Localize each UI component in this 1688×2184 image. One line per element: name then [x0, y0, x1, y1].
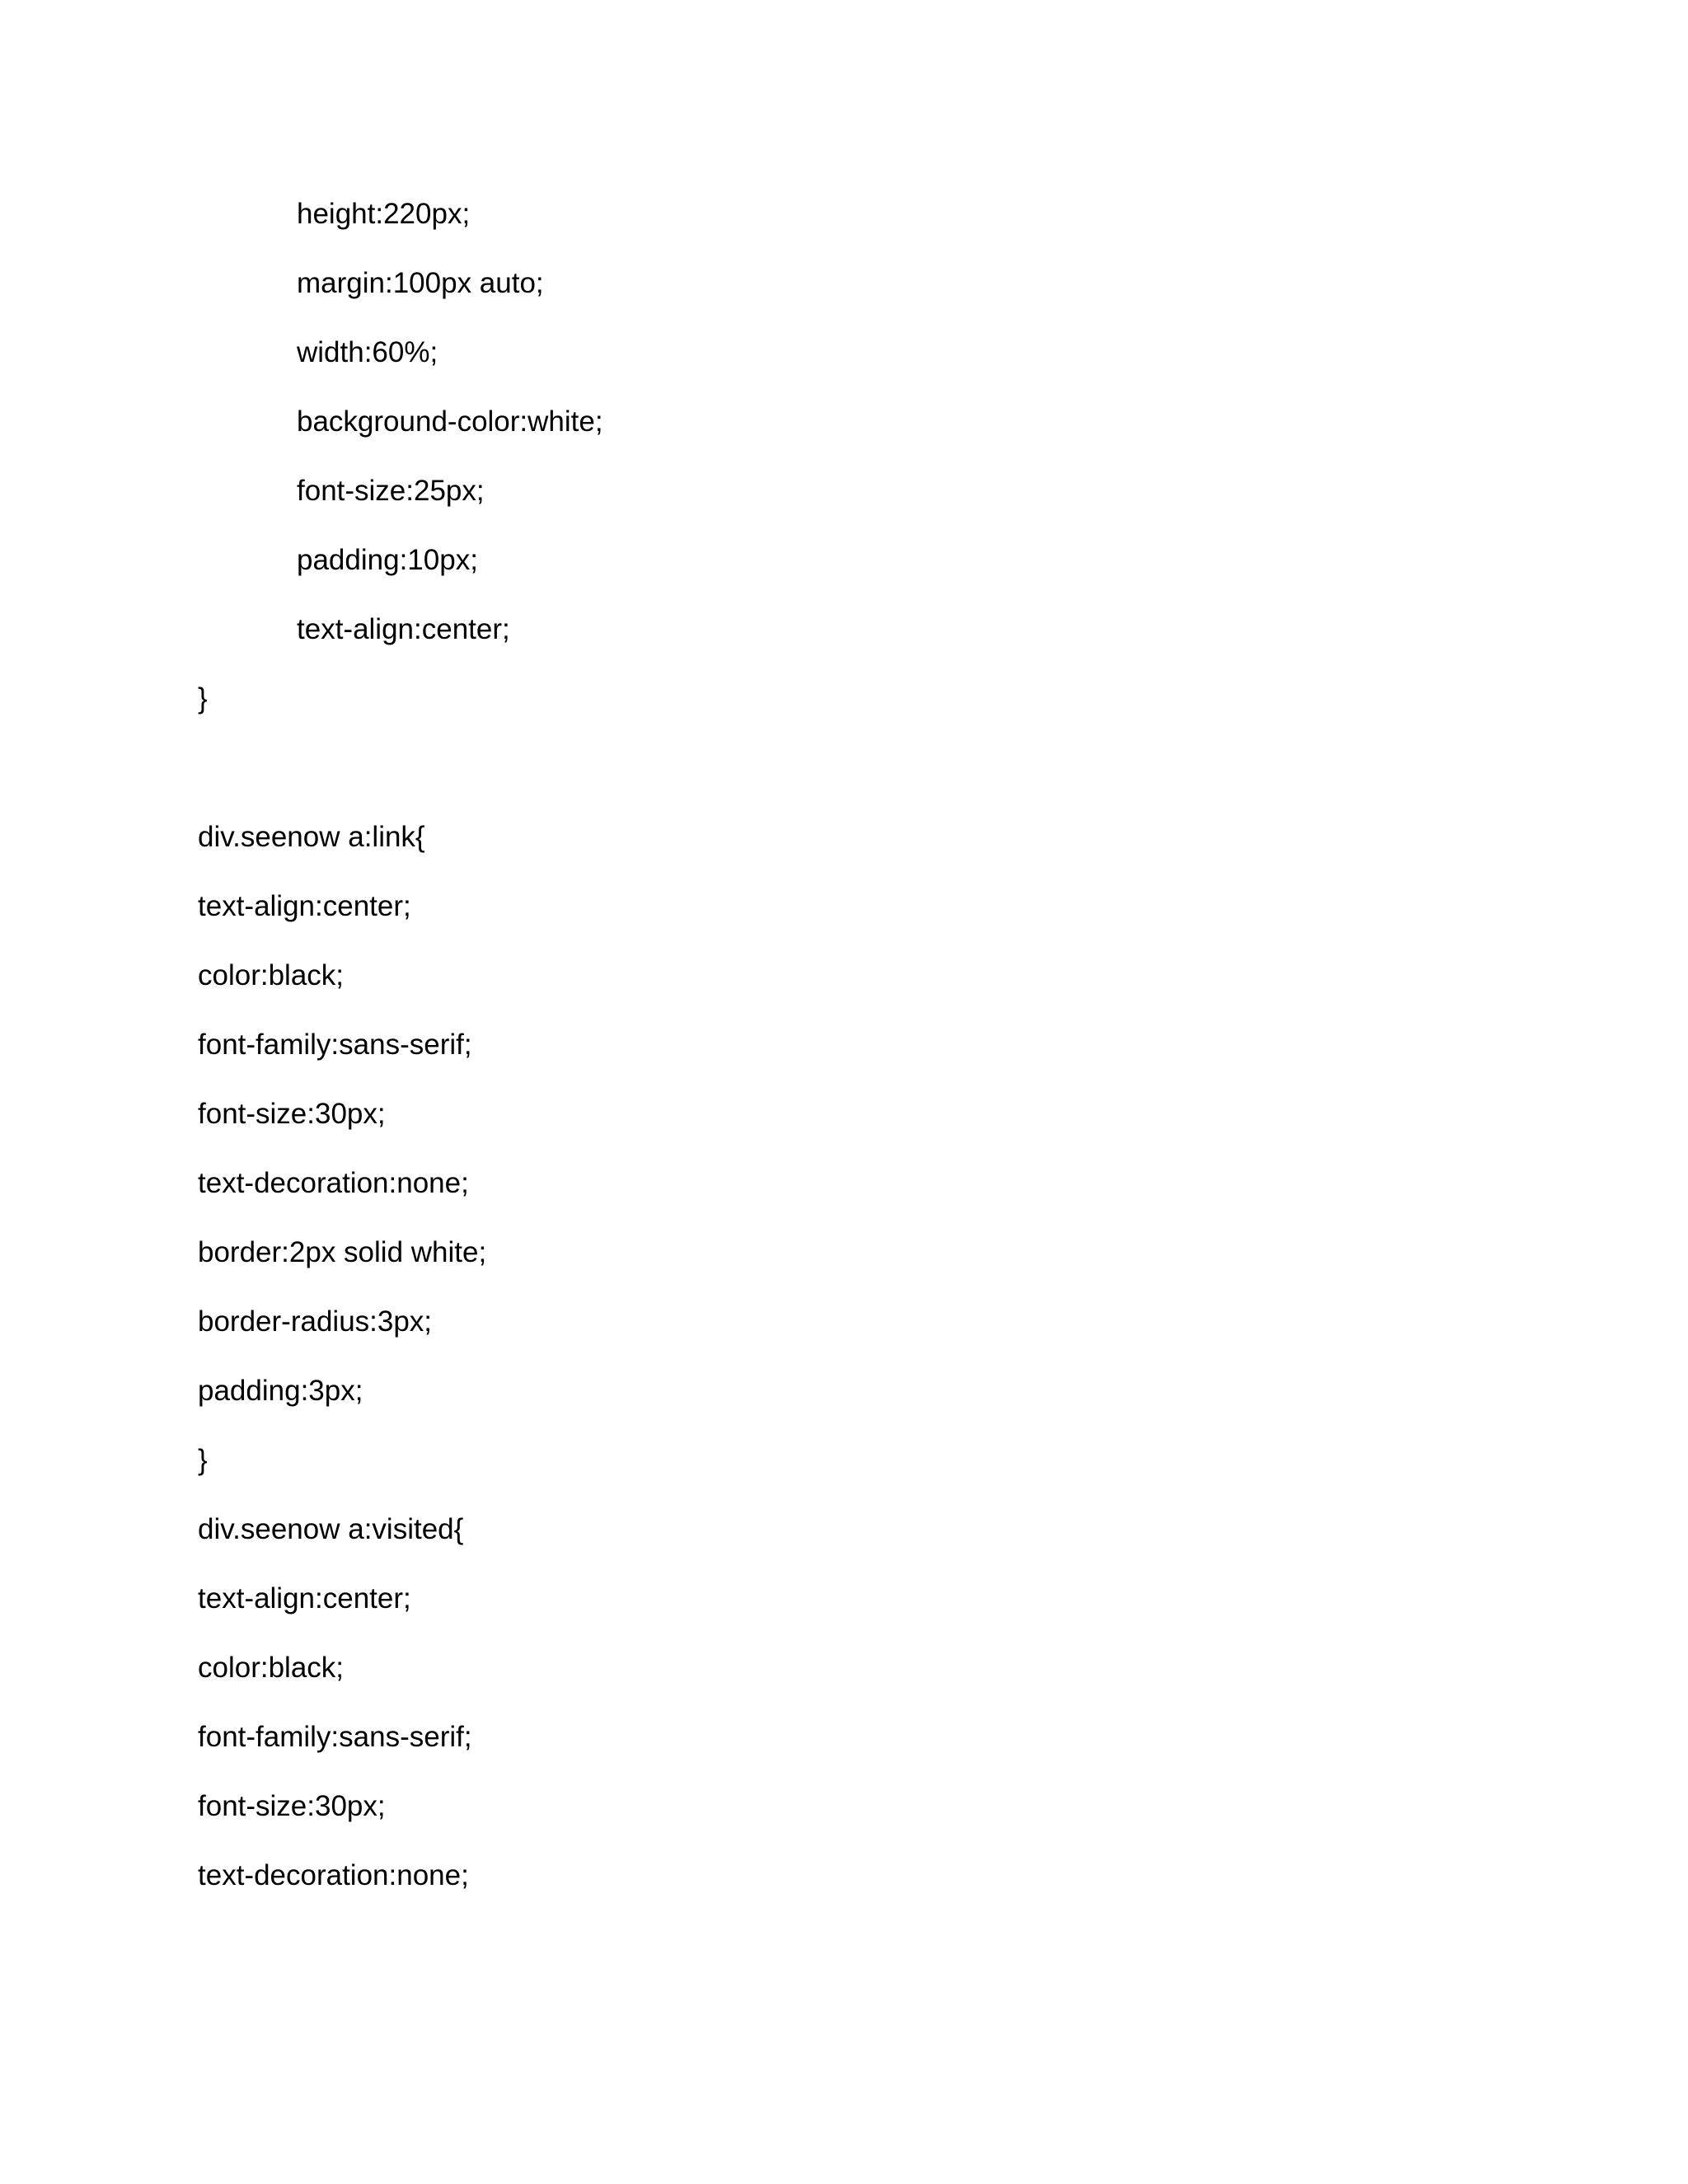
- code-line: font-size:30px;: [198, 1790, 386, 1822]
- code-line: text-align:center;: [198, 1582, 411, 1615]
- code-line: }: [198, 1444, 208, 1476]
- code-line: div.seenow a:visited{: [198, 1513, 464, 1545]
- code-line: font-size:30px;: [198, 1098, 386, 1130]
- code-line: }: [198, 682, 208, 715]
- code-line: font-family:sans-serif;: [198, 1029, 472, 1061]
- code-line: color:black;: [198, 959, 345, 991]
- code-line: div.seenow a:link{: [198, 821, 425, 853]
- code-line: background-color:white;: [297, 405, 603, 438]
- code-line: text-align:center;: [198, 890, 411, 922]
- code-line: border:2px solid white;: [198, 1236, 487, 1268]
- code-line: text-align:center;: [297, 613, 510, 645]
- code-line: font-family:sans-serif;: [198, 1721, 472, 1753]
- code-line: padding:3px;: [198, 1375, 363, 1407]
- code-line: height:220px;: [297, 198, 471, 230]
- code-line: text-decoration:none;: [198, 1859, 469, 1891]
- code-line: border-radius:3px;: [198, 1305, 433, 1338]
- code-line: margin:100px auto;: [297, 267, 544, 299]
- code-line: color:black;: [198, 1652, 345, 1684]
- code-line: text-decoration:none;: [198, 1167, 469, 1199]
- code-line: width:60%;: [297, 336, 438, 368]
- code-line: font-size:25px;: [297, 475, 485, 507]
- code-line: padding:10px;: [297, 544, 478, 576]
